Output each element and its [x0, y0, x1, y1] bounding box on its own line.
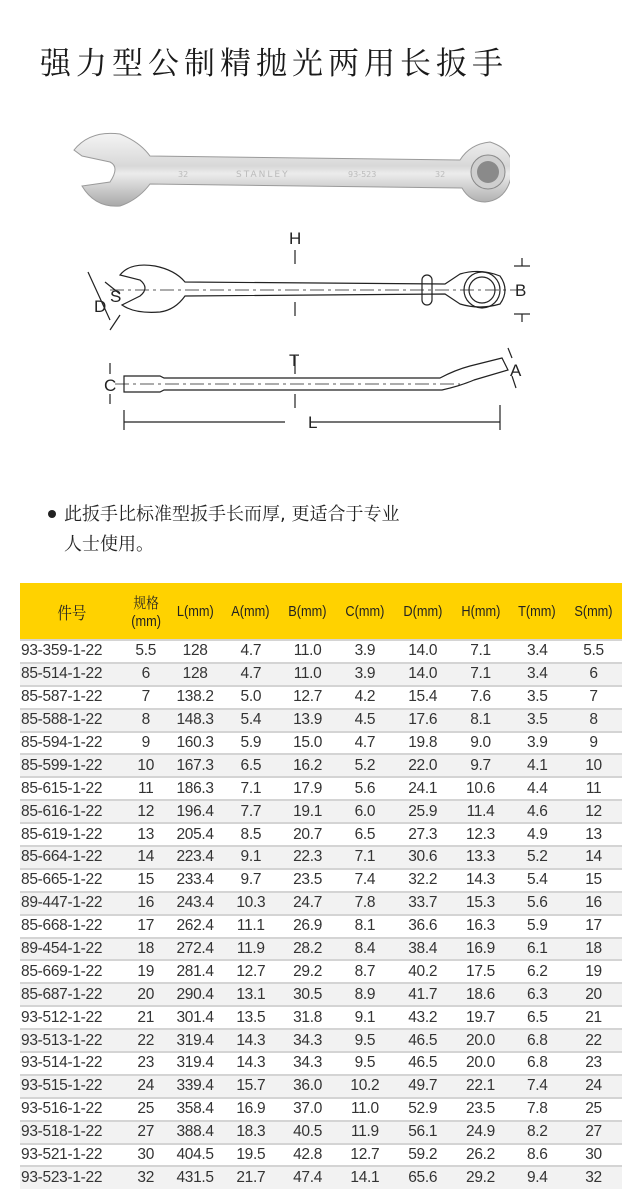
cell-size: 25	[137, 1100, 155, 1118]
cell-size: 6	[141, 665, 150, 683]
header-d: D(mm)	[403, 602, 443, 620]
cell-part-number: 93-514-1-22	[21, 1054, 103, 1072]
table-row	[20, 754, 622, 777]
cell-a: 4.7	[240, 642, 262, 660]
cell-d: 59.2	[408, 1146, 438, 1164]
cell-a: 14.3	[236, 1054, 266, 1072]
cell-t: 4.4	[526, 779, 548, 797]
cell-part-number: 85-587-1-22	[21, 688, 103, 706]
cell-c: 8.4	[354, 940, 376, 958]
cell-l: 138.2	[176, 688, 214, 706]
cell-t: 5.4	[526, 871, 548, 889]
cell-size: 32	[137, 1169, 155, 1187]
cell-d: 32.2	[408, 871, 438, 889]
cell-c: 11.9	[350, 1123, 379, 1141]
cell-b: 36.0	[293, 1077, 323, 1095]
cell-c: 7.1	[354, 848, 376, 866]
cell-size: 16	[137, 894, 155, 912]
cell-h: 8.1	[470, 711, 491, 729]
cell-a: 18.3	[236, 1123, 266, 1141]
engraving-size-2: 32	[435, 170, 446, 179]
cell-part-number: 89-447-1-22	[21, 894, 103, 912]
cell-h: 24.9	[466, 1123, 495, 1141]
cell-t: 3.5	[526, 688, 548, 706]
cell-part-number: 85-668-1-22	[21, 917, 103, 935]
label-b: B	[515, 281, 527, 300]
cell-b: 31.8	[293, 1008, 323, 1026]
cell-d: 30.6	[408, 848, 438, 866]
table-header	[20, 583, 622, 640]
table-row	[20, 1121, 622, 1144]
cell-d: 14.0	[408, 642, 438, 660]
cell-t: 6.5	[526, 1008, 548, 1026]
label-d: D	[94, 297, 107, 316]
cell-s: 20	[585, 985, 602, 1003]
cell-part-number: 85-599-1-22	[21, 756, 103, 774]
cell-part-number: 85-594-1-22	[21, 734, 103, 751]
cell-l: 128	[182, 642, 208, 660]
cell-b: 37.0	[293, 1100, 323, 1118]
cell-b: 17.9	[293, 779, 323, 797]
cell-s: 18	[585, 940, 602, 958]
cell-c: 9.1	[354, 1008, 376, 1026]
table-body	[20, 640, 622, 1189]
cell-t: 9.4	[526, 1169, 548, 1187]
cell-t: 3.4	[526, 665, 548, 683]
cell-s: 9	[589, 734, 598, 751]
cell-t: 7.8	[526, 1100, 548, 1118]
cell-d: 19.8	[408, 734, 438, 751]
cell-b: 15.0	[293, 734, 323, 751]
cell-t: 4.6	[526, 802, 548, 820]
table-row	[20, 1052, 622, 1075]
cell-t: 3.5	[526, 711, 548, 729]
cell-l: 223.4	[176, 848, 214, 866]
cell-part-number: 93-359-1-22	[21, 642, 103, 660]
cell-t: 7.4	[526, 1077, 548, 1095]
cell-l: 262.4	[176, 917, 214, 935]
cell-s: 15	[585, 871, 602, 889]
cell-l: 272.4	[176, 940, 214, 958]
table-row	[20, 640, 622, 663]
cell-s: 25	[585, 1100, 602, 1118]
cell-s: 14	[585, 848, 602, 866]
engraving-size: 32	[178, 170, 189, 179]
cell-h: 16.3	[466, 917, 495, 935]
cell-size: 15	[137, 871, 155, 889]
header-l: L(mm)	[176, 602, 214, 620]
cell-d: 65.6	[408, 1169, 438, 1187]
cell-l: 160.3	[176, 734, 214, 751]
cell-h: 16.9	[466, 940, 495, 958]
cell-h: 14.3	[466, 871, 495, 889]
cell-t: 6.1	[526, 940, 548, 958]
cell-c: 5.6	[354, 779, 376, 797]
cell-b: 40.5	[293, 1123, 323, 1141]
cell-d: 49.7	[408, 1077, 438, 1095]
cell-part-number: 93-516-1-22	[21, 1100, 103, 1118]
cell-h: 17.5	[466, 962, 495, 980]
cell-h: 7.6	[470, 688, 491, 706]
cell-size: 5.5	[135, 642, 157, 660]
label-t: T	[289, 351, 300, 370]
cell-l: 319.4	[176, 1031, 214, 1049]
table-row	[20, 709, 622, 732]
cell-t: 5.6	[526, 894, 548, 912]
cell-c: 4.5	[354, 711, 376, 729]
cell-s: 5.5	[583, 642, 604, 660]
cell-l: 431.5	[176, 1169, 214, 1187]
cell-c: 11.0	[350, 1100, 379, 1118]
cell-s: 22	[585, 1031, 602, 1049]
cell-a: 15.7	[236, 1077, 266, 1095]
cell-a: 8.5	[240, 825, 262, 843]
table-row	[20, 800, 622, 823]
cell-c: 4.2	[354, 688, 376, 706]
cell-a: 5.9	[240, 734, 262, 751]
cell-c: 3.9	[354, 642, 376, 660]
cell-b: 11.0	[293, 642, 322, 660]
cell-size: 23	[137, 1054, 155, 1072]
cell-h: 26.2	[466, 1146, 495, 1164]
cell-b: 47.4	[293, 1169, 323, 1187]
cell-a: 16.9	[236, 1100, 266, 1118]
cell-s: 7	[589, 688, 598, 706]
cell-d: 46.5	[408, 1054, 438, 1072]
cell-s: 8	[589, 711, 598, 729]
cell-c: 6.0	[354, 802, 376, 820]
table-row	[20, 1075, 622, 1098]
cell-h: 19.7	[466, 1008, 495, 1026]
cell-size: 24	[137, 1077, 155, 1095]
cell-b: 23.5	[293, 871, 323, 889]
cell-size: 8	[141, 711, 150, 729]
cell-t: 8.6	[526, 1146, 548, 1164]
cell-s: 32	[585, 1169, 602, 1187]
cell-d: 22.0	[408, 756, 438, 774]
cell-b: 34.3	[293, 1054, 323, 1072]
cell-part-number: 85-665-1-22	[21, 871, 103, 889]
cell-h: 7.1	[470, 642, 491, 660]
cell-part-number: 89-454-1-22	[21, 940, 103, 958]
header-size	[127, 583, 165, 640]
cell-a: 11.1	[236, 917, 265, 935]
cell-h: 13.3	[466, 848, 495, 866]
cell-s: 19	[585, 962, 602, 980]
cell-b: 28.2	[293, 940, 323, 958]
cell-part-number: 85-687-1-22	[21, 985, 103, 1003]
cell-part-number: 85-514-1-22	[21, 665, 103, 683]
cell-c: 3.9	[354, 665, 376, 683]
cell-size: 22	[137, 1031, 155, 1049]
cell-t: 3.9	[526, 734, 548, 751]
cell-b: 16.2	[293, 756, 323, 774]
cell-a: 13.5	[236, 1008, 266, 1026]
cell-t: 3.4	[526, 642, 548, 660]
cell-size: 19	[137, 962, 155, 980]
cell-a: 4.7	[240, 665, 262, 683]
cell-l: 388.4	[176, 1123, 214, 1141]
cell-h: 23.5	[466, 1100, 495, 1118]
table-row	[20, 983, 622, 1006]
cell-d: 17.6	[408, 711, 438, 729]
cell-a: 9.1	[240, 848, 262, 866]
label-a: A	[510, 361, 522, 380]
cell-l: 186.3	[176, 779, 214, 797]
cell-b: 24.7	[293, 894, 323, 912]
table-row	[20, 846, 622, 869]
engraving-model: 93-523	[348, 170, 377, 179]
table-row	[20, 915, 622, 938]
cell-part-number: 85-588-1-22	[21, 711, 103, 729]
cell-b: 19.1	[293, 802, 323, 820]
cell-c: 7.4	[354, 871, 376, 889]
header-part-number: 件号	[57, 603, 87, 623]
cell-a: 21.7	[236, 1169, 266, 1187]
cell-part-number: 93-521-1-22	[21, 1146, 103, 1164]
table-row	[20, 1144, 622, 1167]
header-s: S(mm)	[574, 602, 613, 620]
table-row	[20, 777, 622, 800]
cell-h: 20.0	[466, 1031, 495, 1049]
table-row	[20, 1029, 622, 1052]
description-line-1: 此扳手比标准型扳手长而厚, 更适合于专业	[64, 504, 400, 525]
cell-h: 10.6	[466, 779, 495, 797]
cell-d: 38.4	[408, 940, 438, 958]
cell-c: 9.5	[354, 1054, 376, 1072]
cell-part-number: 93-523-1-22	[21, 1169, 103, 1187]
cell-l: 319.4	[176, 1054, 214, 1072]
cell-part-number: 85-615-1-22	[21, 779, 103, 797]
cell-t: 6.2	[526, 962, 548, 980]
description-line-2: 人士使用。	[64, 534, 154, 555]
cell-h: 15.3	[466, 894, 495, 912]
cell-a: 19.5	[236, 1146, 266, 1164]
cell-s: 23	[585, 1054, 602, 1072]
product-description	[48, 500, 518, 560]
table-row	[20, 663, 622, 686]
cell-size: 30	[137, 1146, 155, 1164]
cell-a: 6.5	[240, 756, 262, 774]
cell-d: 41.7	[408, 985, 438, 1003]
engraving-brand: STANLEY	[236, 170, 290, 180]
cell-b: 12.7	[293, 688, 323, 706]
cell-t: 4.1	[526, 756, 548, 774]
cell-s: 12	[585, 802, 602, 820]
cell-t: 5.2	[526, 848, 548, 866]
cell-h: 12.3	[466, 825, 495, 843]
cell-l: 167.3	[176, 756, 214, 774]
header-size-label: 规格	[132, 595, 159, 612]
cell-c: 9.5	[354, 1031, 376, 1049]
cell-a: 11.9	[236, 940, 265, 958]
cell-part-number: 85-616-1-22	[21, 802, 103, 820]
cell-c: 8.9	[354, 985, 376, 1003]
cell-h: 18.6	[466, 985, 495, 1003]
cell-h: 20.0	[466, 1054, 495, 1072]
cell-size: 7	[141, 688, 150, 706]
table-row	[20, 1006, 622, 1029]
cell-size: 21	[137, 1008, 155, 1026]
header-t: T(mm)	[518, 602, 557, 620]
table-row	[20, 1166, 622, 1189]
cell-a: 12.7	[236, 962, 266, 980]
cell-size: 12	[137, 802, 155, 820]
cell-size: 11	[137, 779, 154, 797]
cell-l: 205.4	[176, 825, 214, 843]
cell-d: 15.4	[408, 688, 438, 706]
table-row	[20, 869, 622, 892]
header-a: A(mm)	[231, 602, 270, 620]
cell-part-number: 85-664-1-22	[21, 848, 103, 866]
cell-h: 11.4	[466, 802, 495, 820]
table-row	[20, 892, 622, 915]
cell-part-number: 93-518-1-22	[21, 1123, 103, 1141]
cell-part-number: 93-513-1-22	[21, 1031, 103, 1049]
cell-size: 14	[137, 848, 155, 866]
cell-c: 10.2	[350, 1077, 380, 1095]
cell-d: 24.1	[408, 779, 438, 797]
cell-b: 34.3	[293, 1031, 323, 1049]
cell-d: 25.9	[408, 802, 438, 820]
cell-s: 11	[585, 779, 602, 797]
cell-b: 13.9	[293, 711, 323, 729]
cell-a: 10.3	[236, 894, 266, 912]
cell-d: 14.0	[408, 665, 438, 683]
header-h: H(mm)	[461, 602, 500, 620]
cell-d: 56.1	[408, 1123, 438, 1141]
cell-l: 128	[182, 665, 208, 683]
cell-t: 6.3	[526, 985, 548, 1003]
cell-b: 11.0	[293, 665, 322, 683]
cell-l: 233.4	[176, 871, 214, 889]
cell-size: 10	[137, 756, 155, 774]
cell-a: 14.3	[236, 1031, 266, 1049]
cell-t: 5.9	[526, 917, 548, 935]
cell-c: 7.8	[354, 894, 376, 912]
cell-size: 27	[137, 1123, 155, 1141]
cell-l: 339.4	[176, 1077, 214, 1095]
cell-b: 26.9	[293, 917, 323, 935]
cell-l: 243.4	[176, 894, 214, 912]
cell-c: 8.1	[354, 917, 376, 935]
page-title: 强力型公制精抛光两用长扳手	[40, 46, 508, 82]
cell-a: 7.7	[240, 802, 262, 820]
cell-a: 5.0	[240, 688, 262, 706]
cell-b: 42.8	[293, 1146, 323, 1164]
label-s: S	[110, 287, 122, 306]
bullet-icon	[48, 510, 56, 518]
cell-t: 6.8	[526, 1054, 548, 1072]
label-h: H	[289, 229, 302, 248]
cell-s: 10	[585, 756, 602, 774]
cell-a: 5.4	[240, 711, 262, 729]
cell-t: 6.8	[526, 1031, 548, 1049]
header-size-unit: (mm)	[130, 613, 161, 630]
cell-size: 20	[137, 985, 155, 1003]
cell-t: 8.2	[526, 1123, 548, 1141]
cell-d: 27.3	[408, 825, 438, 843]
cell-b: 29.2	[293, 962, 323, 980]
cell-l: 358.4	[176, 1100, 214, 1118]
cell-b: 22.3	[293, 848, 323, 866]
label-l: L	[308, 413, 318, 432]
cell-a: 7.1	[240, 779, 262, 797]
cell-c: 4.7	[354, 734, 376, 751]
cell-b: 30.5	[293, 985, 323, 1003]
cell-c: 8.7	[354, 962, 376, 980]
cell-d: 40.2	[408, 962, 438, 980]
cell-h: 29.2	[466, 1169, 495, 1187]
spec-table	[20, 583, 622, 1189]
cell-h: 9.0	[470, 734, 491, 751]
cell-part-number: 93-512-1-22	[21, 1008, 103, 1026]
cell-s: 24	[585, 1077, 602, 1095]
dimension-diagram	[60, 220, 540, 435]
label-c: C	[104, 376, 117, 395]
cell-l: 404.5	[176, 1146, 214, 1164]
cell-s: 13	[585, 825, 602, 843]
cell-s: 6	[589, 665, 598, 683]
cell-s: 30	[585, 1146, 602, 1164]
cell-size: 9	[141, 734, 150, 751]
cell-h: 9.7	[470, 756, 491, 774]
cell-part-number: 93-515-1-22	[21, 1077, 103, 1095]
cell-l: 281.4	[176, 962, 214, 980]
wrench-photo	[60, 122, 510, 214]
cell-c: 6.5	[354, 825, 376, 843]
cell-c: 12.7	[350, 1146, 380, 1164]
cell-d: 46.5	[408, 1031, 438, 1049]
cell-size: 17	[137, 917, 155, 935]
cell-a: 13.1	[236, 985, 266, 1003]
cell-d: 36.6	[408, 917, 438, 935]
cell-c: 14.1	[350, 1169, 380, 1187]
table-row	[20, 823, 622, 846]
table-row	[20, 938, 622, 961]
cell-size: 18	[137, 940, 155, 958]
cell-h: 7.1	[470, 665, 491, 683]
cell-l: 196.4	[176, 802, 214, 820]
cell-t: 4.9	[526, 825, 548, 843]
cell-l: 301.4	[176, 1008, 214, 1026]
cell-c: 5.2	[354, 756, 376, 774]
table-row	[20, 1098, 622, 1121]
cell-l: 148.3	[176, 711, 214, 729]
cell-d: 52.9	[408, 1100, 438, 1118]
cell-b: 20.7	[293, 825, 323, 843]
cell-part-number: 85-669-1-22	[21, 962, 103, 980]
cell-h: 22.1	[466, 1077, 495, 1095]
cell-s: 27	[585, 1123, 602, 1141]
cell-s: 21	[585, 1008, 602, 1026]
cell-part-number: 85-619-1-22	[21, 825, 103, 843]
header-b: B(mm)	[288, 602, 327, 620]
cell-d: 33.7	[408, 894, 438, 912]
cell-s: 16	[585, 894, 602, 912]
table-row	[20, 686, 622, 709]
table-row	[20, 732, 622, 755]
cell-d: 43.2	[408, 1008, 438, 1026]
cell-s: 17	[585, 917, 602, 935]
table-row	[20, 960, 622, 983]
cell-a: 9.7	[240, 871, 262, 889]
header-c: C(mm)	[345, 602, 385, 620]
cell-l: 290.4	[176, 985, 214, 1003]
cell-size: 13	[137, 825, 155, 843]
